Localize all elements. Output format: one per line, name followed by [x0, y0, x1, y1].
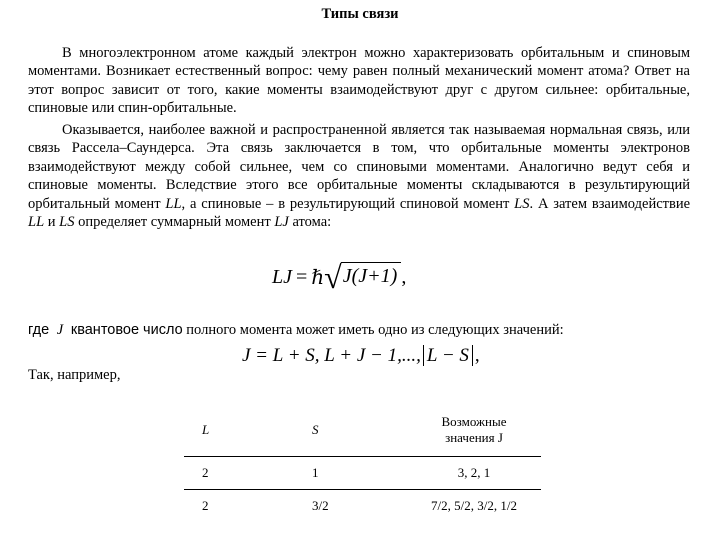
- symbol-LL-2: LL: [28, 214, 45, 231]
- header-values-line1: Возможные: [441, 414, 507, 429]
- table-row: [184, 457, 541, 490]
- paragraph-2-text-1: Оказывается, наиболее важной и распространенной является так называемая нормальная связь, или связь Рассела–Саундерса. Эта связь заключается в том, что орбитальные моменты электронов взаимодействуют между собой сильнее, чем со спиновыми моментами. Аналогично ведут себя и спиновые моменты. Вследствие этого все орбитальные моменты складываются в результирующий орбитальный момент: [28, 122, 690, 212]
- header-L: L: [202, 422, 210, 437]
- symbol-LJ: LJ: [274, 214, 289, 231]
- symbol-LL: LL: [165, 195, 182, 212]
- conjunction: и: [47, 214, 56, 231]
- where-prefix: где: [28, 322, 50, 338]
- table-header-row: [184, 404, 541, 457]
- formula-radicand: J(J+1): [341, 262, 402, 292]
- where-line: [28, 322, 564, 339]
- where-quantum-number: квантовое число: [70, 322, 183, 338]
- formula-hbar: ℏ: [311, 266, 325, 289]
- paragraph-2-text-4: определяет суммарный момент: [78, 214, 271, 231]
- paragraph-2-text-2: , а спиновые – в результирующий спиновой момент: [181, 195, 510, 212]
- paragraph-2-text-5: атома:: [292, 214, 332, 231]
- formula2-absolute-value: L − S: [423, 345, 473, 366]
- symbol-LS-2: LS: [59, 214, 75, 231]
- symbol-LS: LS: [514, 195, 530, 212]
- cell-S: 3/2: [302, 490, 407, 523]
- cell-S: 1: [302, 457, 407, 490]
- where-rest: полного момента может иметь одно из следующих значений:: [186, 322, 564, 338]
- paragraph-1: В многоэлектронном атоме каждый электрон можно характеризовать орбитальным и спиновым моментами. Возникает естественный вопрос: чему равен полный механический момент атома? Ответ на этот вопрос зависит от того, какие моменты взаимодействуют друг с другом сильнее: орбитальные, спиновые или спин-орбитальные.: [28, 45, 690, 117]
- cell-L: 2: [184, 457, 302, 490]
- formula-equals: =: [296, 265, 308, 288]
- cell-L: 2: [184, 490, 302, 523]
- radical-sign: √: [324, 259, 342, 295]
- formula-J-values: [242, 345, 480, 367]
- formula-lhs: LJ: [272, 265, 292, 288]
- formula-comma: ,: [401, 265, 407, 288]
- square-root: [324, 259, 401, 295]
- cell-values: 3, 2, 1: [407, 457, 541, 490]
- cell-values: 7/2, 5/2, 3/2, 1/2: [407, 490, 541, 523]
- formula2-part1: J = L + S, L + J − 1,...,: [242, 345, 421, 366]
- paragraph-2-text-3: . А затем взаимодействие: [529, 195, 691, 212]
- formula-total-momentum: [272, 259, 407, 295]
- table-row: [184, 490, 541, 523]
- paragraph-2: [28, 121, 690, 231]
- where-symbol-J: J: [56, 322, 64, 338]
- formula2-comma: ,: [474, 345, 480, 366]
- page-title: Типы связи: [321, 6, 399, 22]
- values-table: [184, 404, 541, 522]
- header-S: S: [312, 422, 319, 437]
- example-text: Так, например,: [28, 367, 121, 383]
- header-values-line2: значения J: [445, 430, 503, 445]
- header-values: [407, 404, 541, 457]
